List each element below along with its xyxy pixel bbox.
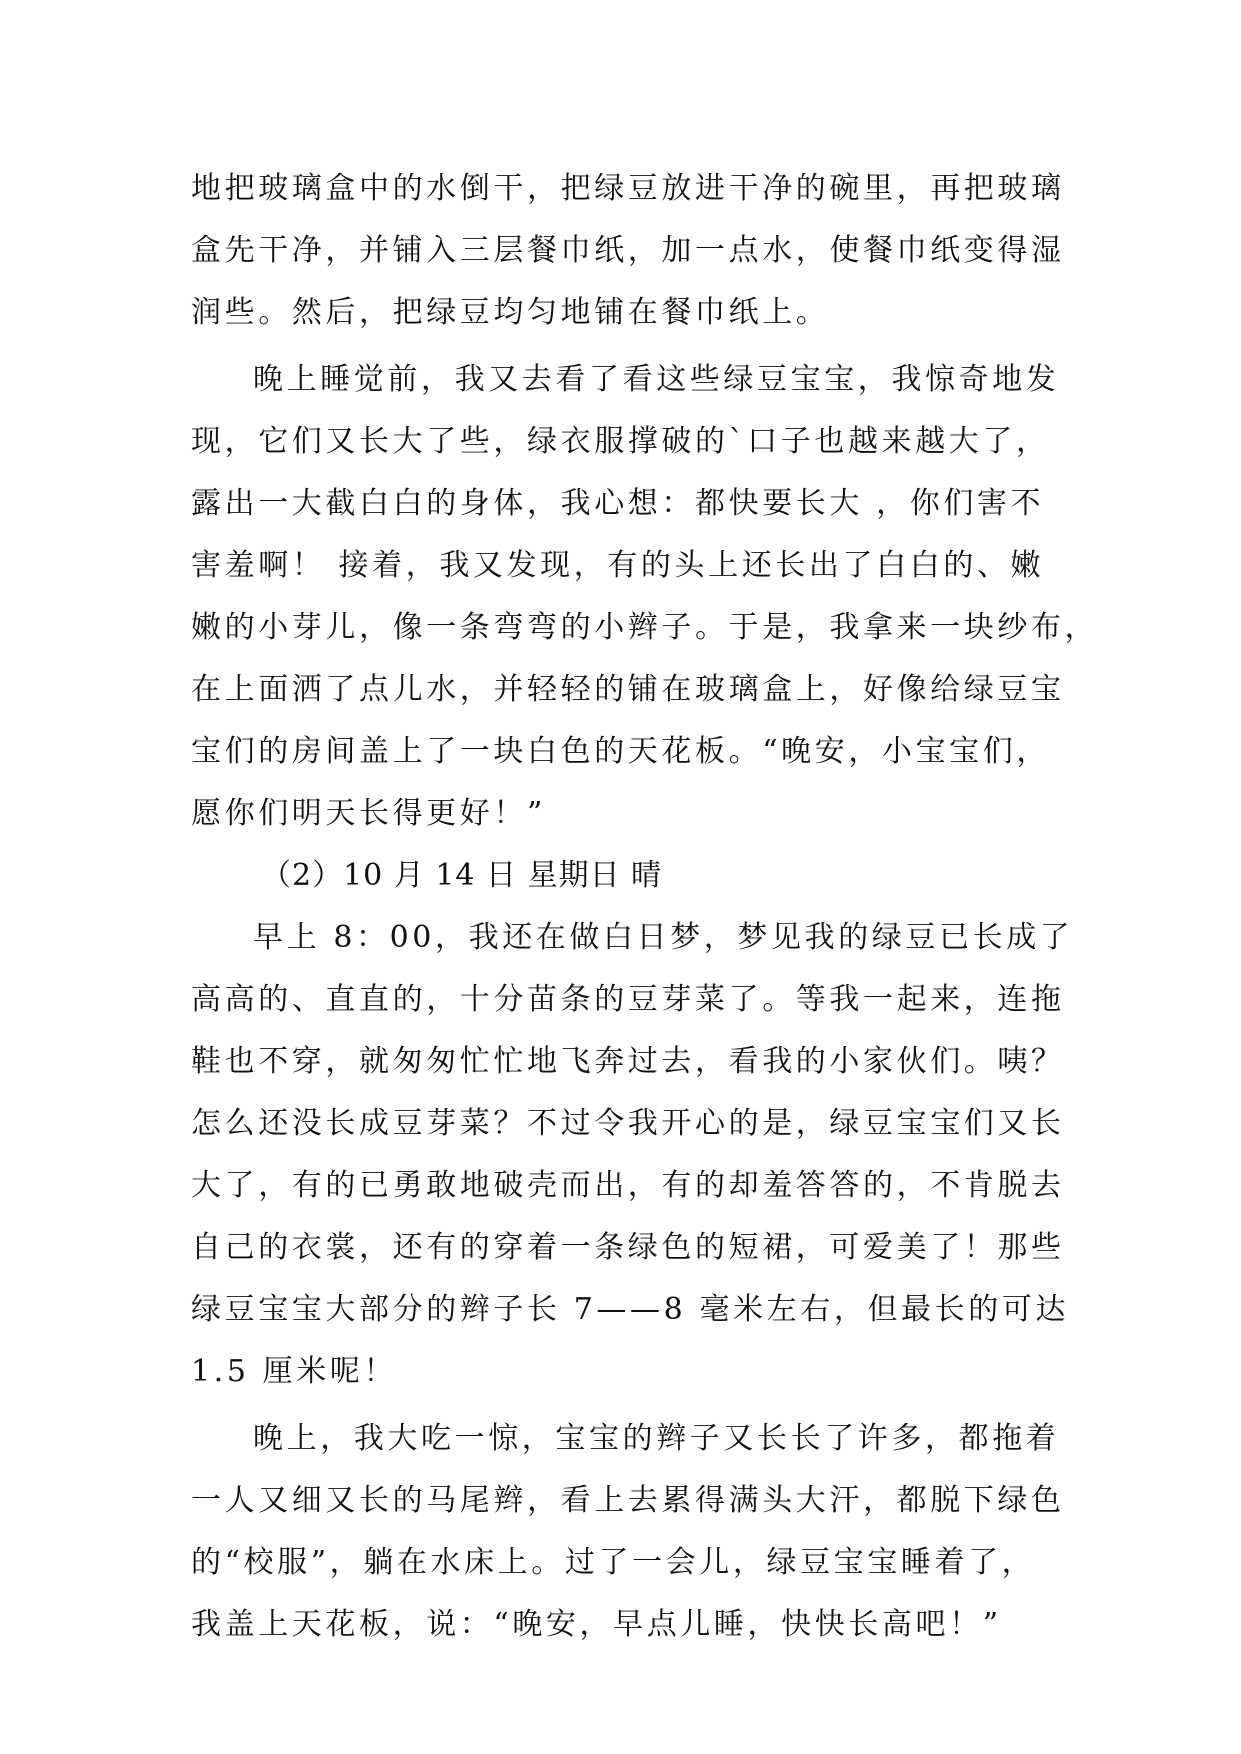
text-line: 晚上睡觉前，我又去看了看这些绿豆宝宝，我惊奇地发 [253,362,1060,397]
text-line: 愿你们明天长得更好！” [191,796,546,831]
heading-line: （2）10 月 14 日 星期日 晴 [261,858,663,893]
text-line: 鞋也不穿，就匆匆忙忙地飞奔过去，看我的小家伙们。咦？ [191,1044,1065,1079]
text-line: 露出一大截白白的身体，我心想：都快要长大 ，你们害不 [191,486,1045,521]
text-line: 害羞啊！ 接着，我又发现，有的头上还长出了白白的、嫩 [191,548,1045,583]
text-line: 晚上，我大吃一惊，宝宝的辫子又长长了许多，都拖着 [253,1421,1060,1456]
text-line: 绿豆宝宝大部分的辫子长 7——8 毫米左右，但最长的可达 [191,1292,1070,1327]
text-line: 的“校服”，躺在水床上。过了一会儿，绿豆宝宝睡着了， [191,1545,1036,1580]
text-line: 一人又细又长的马尾辫，看上去累得满头大汗，都脱下绿色 [191,1483,1065,1518]
text-line: 在上面洒了点儿水，并轻轻的铺在玻璃盒上，好像给绿豆宝 [191,672,1065,707]
text-line: 高高的、直直的，十分苗条的豆芽菜了。等我一起来，连拖 [191,982,1065,1017]
text-line: 我盖上天花板，说：“晚安，早点儿睡，快快长高吧！” [191,1607,1002,1642]
text-line: 嫩的小芽儿，像一条弯弯的小辫子。于是，我拿来一块纱布， [191,610,1099,645]
text-line: 地把玻璃盒中的水倒干，把绿豆放进干净的碗里，再把玻璃 [191,171,1065,206]
paragraph-evening-2 [191,1408,1063,1656]
text-line: 盒先干净，并铺入三层餐巾纸，加一点水，使餐巾纸变得湿 [191,233,1065,268]
document-body [191,158,1099,1656]
paragraph-evening-1 [191,349,1099,845]
paragraph-continuation [191,158,1063,344]
text-line: 现，它们又长大了些，绿衣服撑破的`口子也越来越大了， [191,424,1050,459]
text-line: 润些。然后，把绿豆均匀地铺在餐巾纸上。 [191,295,830,330]
paragraph-morning [191,907,1074,1403]
text-line: 早上 8：00，我还在做白日梦，梦见我的绿豆已长成了 [253,920,1074,955]
text-line: 1.5 厘米呢！ [191,1354,398,1389]
text-line: 大了，有的已勇敢地破壳而出，有的却羞答答的，不肯脱去 [191,1168,1065,1203]
text-line: 怎么还没长成豆芽菜？不过令我开心的是，绿豆宝宝们又长 [191,1106,1065,1141]
date-heading [191,845,1063,907]
text-line: 宝们的房间盖上了一块白色的天花板。“晚安，小宝宝们， [191,734,1050,769]
text-line: 自己的衣裳，还有的穿着一条绿色的短裙，可爱美了！那些 [191,1230,1065,1265]
